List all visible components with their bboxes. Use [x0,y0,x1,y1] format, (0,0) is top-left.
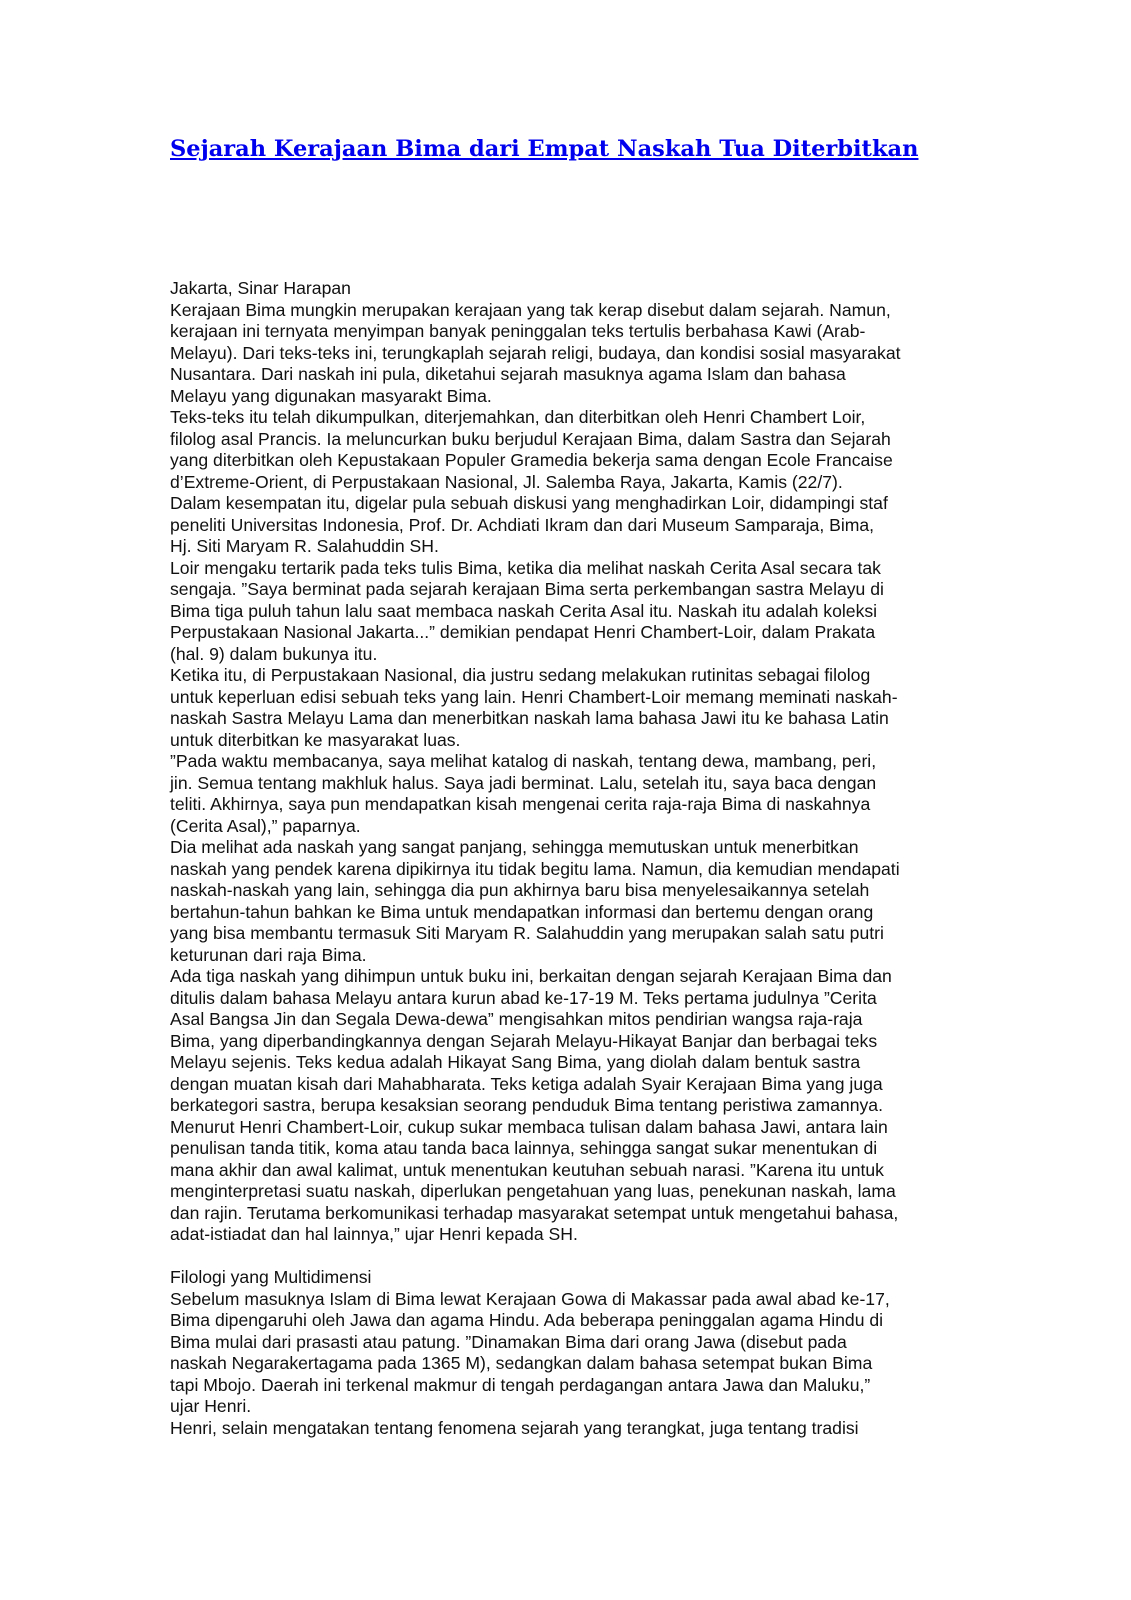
body-text-line: (Cerita Asal),” paparnya. [170,815,361,836]
body-text-line: Nusantara. Dari naskah ini pula, diketahui sejarah masuknya agama Islam dan bahasa [170,364,846,384]
body-text-line: Loir mengaku tertarik pada teks tulis Bima, ketika dia melihat naskah Cerita Asal secara tak [170,557,881,578]
body-text-line: tapi Mbojo. Daerah ini terkenal makmur di tengah perdagangan antara Jawa dan Maluku,” [170,1374,871,1395]
body-text-line: kerajaan ini ternyata menyimpan banyak peninggalan teks tertulis berbahasa Kawi (Arab- [170,321,866,341]
body-text-line: Dalam kesempatan itu, digelar pula sebuah diskusi yang menghadirkan Loir, didampingi staf [170,493,888,513]
body-text-line: Henri, selain mengatakan tentang fenomena sejarah yang terangkat, juga tentang tradisi [170,1417,859,1438]
body-text-line: Perpustakaan Nasional Jakarta...” demikian pendapat Henri Chambert-Loir, dalam Prakata [170,622,876,642]
body-text-line: Dia melihat ada naskah yang sangat panjang, sehingga memutuskan untuk menerbitkan [170,837,859,857]
body-text-line: Bima tiga puluh tahun lalu saat membaca naskah Cerita Asal itu. Naskah itu adalah koleksi [170,600,878,621]
article-title-link[interactable]: Sejarah Kerajaan Bima dari Empat Naskah Tua Diterbitkan [170,136,919,162]
body-text-line: dengan muatan kisah dari Mahabharata. Teks ketiga adalah Syair Kerajaan Bima yang juga [170,1073,883,1094]
body-text-line: (hal. 9) dalam bukunya itu. [170,643,378,664]
body-text-line: ”Pada waktu membacanya, saya melihat katalog di naskah, tentang dewa, mambang, peri, [170,751,877,771]
body-text-line: yang diterbitkan oleh Kepustakaan Populer Gramedia bekerja sama dengan Ecole Francaise [170,450,893,470]
body-text-line: Bima dipengaruhi oleh Jawa dan agama Hindu. Ada beberapa peninggalan agama Hindu di [170,1310,884,1330]
body-text-line: naskah Negarakertagama pada 1365 M), sedangkan dalam bahasa setempat bukan Bima [170,1353,873,1373]
body-text-line: Bima, yang diperbandingkannya dengan Sejarah Melayu-Hikayat Banjar dan berbagai teks [170,1030,878,1051]
article-body [170,278,970,1439]
body-text-line: Melayu sejenis. Teks kedua adalah Hikayat Sang Bima, yang diolah dalam bentuk sastra [170,1052,861,1072]
body-text-line: berkategori sastra, berupa kesaksian seorang penduduk Bima tentang peristiwa zamannya. [170,1095,883,1115]
body-text-line: Sebelum masuknya Islam di Bima lewat Kerajaan Gowa di Makassar pada awal abad ke-17, [170,1288,890,1309]
body-text-line: Melayu). Dari teks-teks ini, terungkaplah sejarah religi, budaya, dan kondisi sosial masyarakat [170,342,901,363]
body-text-line: untuk keperluan edisi sebuah teks yang lain. Henri Chambert-Loir memang meminati naskah- [170,686,898,707]
body-text-line: Hj. Siti Maryam R. Salahuddin SH. [170,536,439,556]
body-text-line: teliti. Akhirnya, saya pun mendapatkan kisah mengenai cerita raja-raja Bima di naskahnya [170,794,871,814]
body-text-line: Menurut Henri Chambert-Loir, cukup sukar membaca tulisan dalam bahasa Jawi, antara lain [170,1116,888,1137]
body-text-line: Kerajaan Bima mungkin merupakan kerajaan yang tak kerap disebut dalam sejarah. Namun, [170,299,891,320]
body-text-line: menginterpretasi suatu naskah, diperlukan pengetahuan yang luas, penekunan naskah, lama [170,1181,896,1201]
body-text-line: Melayu yang digunakan masyarakt Bima. [170,385,492,406]
body-text-line: adat-istiadat dan hal lainnya,” ujar Henri kepada SH. [170,1224,578,1244]
body-text-line: filolog asal Prancis. Ia meluncurkan buku berjudul Kerajaan Bima, dalam Sastra dan Sejarah [170,428,891,449]
body-text-line: Ketika itu, di Perpustakaan Nasional, dia justru sedang melakukan rutinitas sebagai filolog [170,665,871,685]
body-text-line: Ada tiga naskah yang dihimpun untuk buku ini, berkaitan dengan sejarah Kerajaan Bima dan [170,966,892,986]
body-text-line: Asal Bangsa Jin dan Segala Dewa-dewa” mengisahkan mitos pendirian wangsa raja-raja [170,1009,863,1029]
body-text-line: d’Extreme-Orient, di Perpustakaan Nasional, Jl. Salemba Raya, Jakarta, Kamis (22/7). [170,471,843,492]
body-text-line: keturunan dari raja Bima. [170,944,367,965]
body-text-line: untuk diterbitkan ke masyarakat luas. [170,729,461,750]
paragraph-spacer [170,1246,970,1268]
body-text-line: sengaja. ”Saya berminat pada sejarah kerajaan Bima serta perkembangan sastra Melayu di [170,579,884,599]
body-text-line: peneliti Universitas Indonesia, Prof. Dr. Achdiati Ikram dan dari Museum Samparaja, Bima, [170,514,875,535]
body-text-line: dan rajin. Terutama berkomunikasi terhadap masyarakat setempat untuk mengetahui bahasa, [170,1202,899,1223]
body-text-line: Teks-teks itu telah dikumpulkan, diterjemahkan, dan diterbitkan oleh Henri Chambert Loir, [170,407,866,427]
body-text-line: Filologi yang Multidimensi [170,1267,372,1287]
body-text-line: mana akhir dan awal kalimat, untuk menentukan keutuhan sebuah narasi. ”Karena itu untuk [170,1159,884,1180]
body-text-line: naskah-naskah yang lain, sehingga dia pun akhirnya baru bisa menyelesaikannya setelah [170,880,870,900]
body-text-line: Bima mulai dari prasasti atau patung. ”Dinamakan Bima dari orang Jawa (disebut pada [170,1331,847,1352]
body-text-line: ditulis dalam bahasa Melayu antara kurun abad ke-17-19 M. Teks pertama judulnya ”Cerita [170,987,877,1008]
body-text-line: ujar Henri. [170,1396,252,1416]
body-text-line: yang bisa membantu termasuk Siti Maryam R. Salahuddin yang merupakan salah satu putri [170,923,884,943]
body-text-line: Jakarta, Sinar Harapan [170,278,351,298]
body-text-line: bertahun-tahun bahkan ke Bima untuk mendapatkan informasi dan bertemu dengan orang [170,901,874,922]
body-text-line: naskah Sastra Melayu Lama dan menerbitkan naskah lama bahasa Jawi itu ke bahasa Latin [170,708,889,728]
body-text-line: naskah yang pendek karena dipikirnya itu tidak begitu lama. Namun, dia kemudian mendapati [170,858,900,879]
body-text-line: penulisan tanda titik, koma atau tanda baca lainnya, sehingga sangat sukar menentukan di [170,1138,878,1158]
body-text-line: jin. Semua tentang makhluk halus. Saya jadi berminat. Lalu, setelah itu, saya baca dengan [170,772,877,793]
